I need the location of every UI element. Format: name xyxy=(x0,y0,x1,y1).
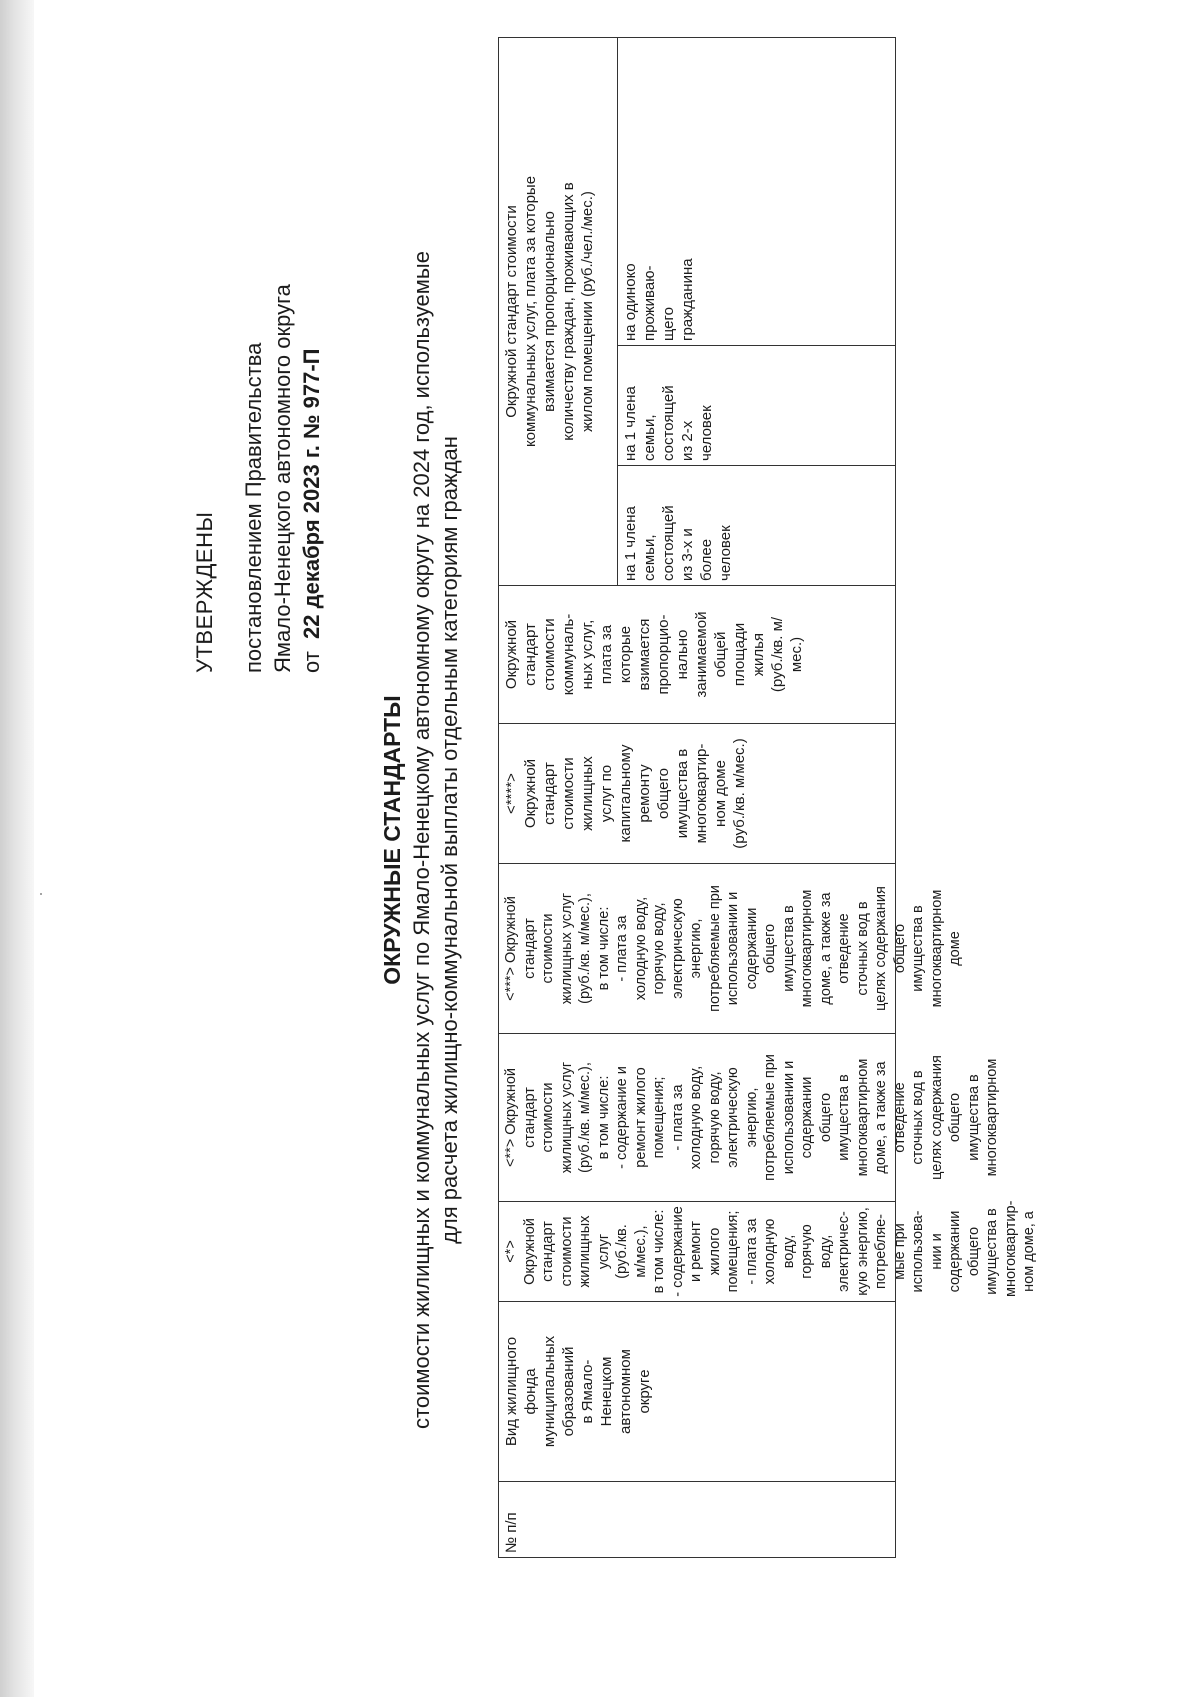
rotated-document-page xyxy=(10,25,1120,1635)
header-cell-standard-1 xyxy=(499,1200,1037,1302)
subheader-single-text: на одиноко проживаю- щего гражданина xyxy=(622,258,696,341)
header-cell-standard-5 xyxy=(499,586,896,724)
document-title: ОКРУЖНЫЕ СТАНДАРТЫ xyxy=(379,695,405,985)
subheader-cell-family-3plus xyxy=(618,466,896,586)
header-cell-standard-2 xyxy=(499,1034,1000,1202)
header-standard-4-text: <****> Окружной стандарт стоимости жилищных услуг по капитальному ремонту общего имущества в многоквартир- ном доме (руб./кв. м/мес.) xyxy=(503,738,748,849)
header-standard-3-text: <***> Окружной стандарт стоимости жилищных услуг (руб./кв. м/мес.), в том числе: - плата за холодную воду, горячую воду, электрическую энергию, потребляемые при использовании и содержании общего имущества в многоквартирном доме, а также за отведение сточных вод в целях содержания общего имущества в многоквартирном доме xyxy=(503,885,963,1012)
subheader-cell-single xyxy=(618,37,896,345)
approval-date-number: 22 декабря 2023 г. № 977-П xyxy=(299,348,324,639)
header-cell-standard-6 xyxy=(499,37,618,585)
header-standard-1-text: <*> Окружной стандарт стоимости жилищных услуг (руб./кв. м/мес.), в том числе: - содержание и ремонт жилого помещения; - плата за холодную воду, горячую воду, электричес- кую энергию, потребляе- мые при использова- нии и содержании общего имущества в многоквартир- ном доме, а xyxy=(503,1200,1037,1297)
approval-line-2: Ямало-Ненецкого автономного округа xyxy=(270,284,295,673)
subheader-cell-family-2 xyxy=(618,346,896,466)
subheader-family-3plus-text: на 1 члена семьи, состоящей из 3-х и более человек xyxy=(622,505,734,581)
header-housing-type-text: Вид жилищного фонда муниципальных образований в Ямало- Ненецком автономном округе xyxy=(503,1335,653,1448)
approval-stamp-block xyxy=(190,113,326,673)
header-standard-6-text: Окружной стандарт стоимости коммунальных услуг, плата за которые взимается пропорционально количеству граждан, проживающих в жилом помещении (руб./чел./мес.) xyxy=(503,175,596,448)
document-title-block xyxy=(378,175,464,1505)
approval-heading: УТВЕРЖДЕНЫ xyxy=(192,511,217,673)
header-cell-standard-3 xyxy=(499,864,963,1034)
header-standard-2-text: <**> Окружной стандарт стоимости жилищных услуг (руб./кв. м/мес.), в том числе: - содержание и ремонт жилого помещения; - плата за холодную воду, горячую воду, электрическую энергию, потребляемые при использовании и содержании общего имущества в многоквартирном доме, а также за отведение сточных вод в целях содержания общего имущества в многоквартирном xyxy=(503,1054,1000,1181)
table-header-row xyxy=(499,37,618,1557)
approval-line-1: постановлением Правительства xyxy=(241,342,266,673)
approval-date-line xyxy=(297,113,326,673)
header-cell-standard-4 xyxy=(499,724,896,864)
approval-date-prefix: от xyxy=(299,651,324,673)
header-cell-number xyxy=(499,1482,896,1558)
header-number-text: № п/п xyxy=(503,1512,520,1553)
header-standard-5-text: Окружной стандарт стоимости коммуналь- ных услуг, плата за которые взимается пропорцио- нально занимаемой общей площади жилья (руб./кв. м/ мес.) xyxy=(503,611,805,698)
subheader-family-2-text: на 1 члена семьи, состоящей из 2-х человек xyxy=(622,385,715,461)
document-subtitle-line-2: для расчета жилищно-коммунальной выплаты отдельным категориям граждан xyxy=(437,436,462,1244)
document-subtitle-line-1: стоимости жилищных и коммунальных услуг по Ямало-Ненецкому автономному округу на 2024 год, используемые xyxy=(409,251,434,1429)
header-cell-housing-type xyxy=(499,1302,896,1482)
standards-table xyxy=(498,37,1037,1558)
